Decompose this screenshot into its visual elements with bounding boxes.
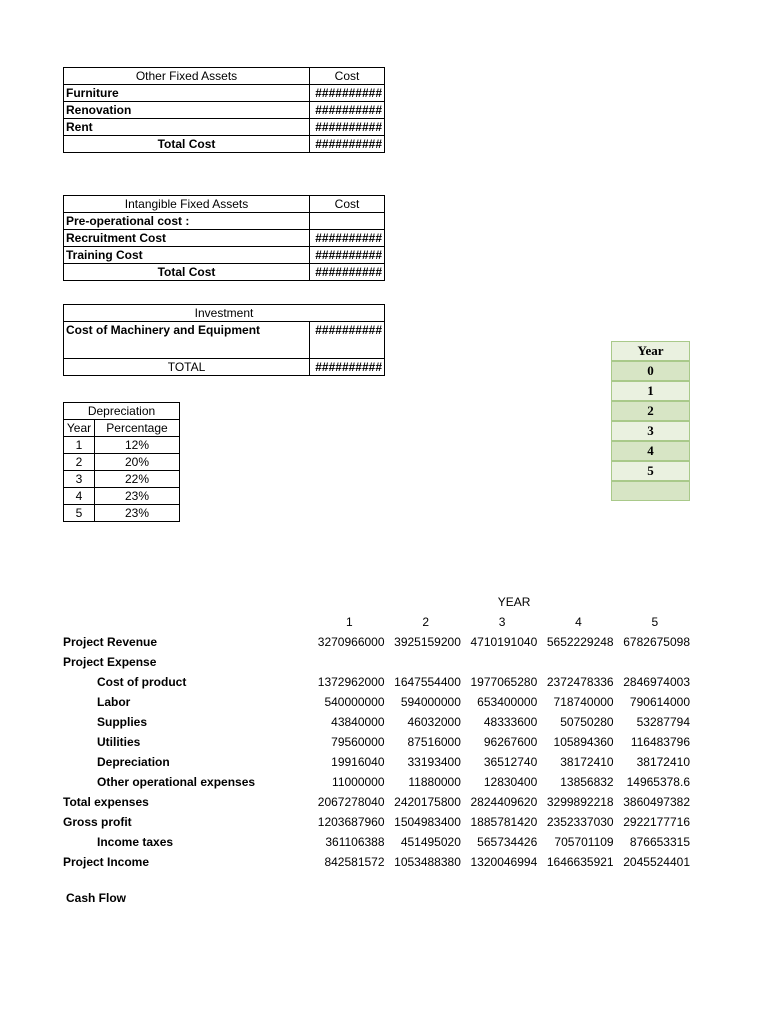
- year-cell: 5: [611, 461, 690, 481]
- intangible-assets-cost-header: Cost: [310, 196, 385, 213]
- year-cell: 0: [611, 361, 690, 381]
- dep-year: 1: [64, 437, 95, 454]
- income-value: 1203687960: [317, 815, 385, 829]
- income-value: 116483796: [630, 735, 690, 749]
- income-value: 79560000: [331, 735, 385, 749]
- income-value: 12830400: [483, 775, 538, 789]
- other-fixed-assets-cost-header: Cost: [310, 68, 385, 85]
- row-label: Pre-operational cost :: [64, 213, 310, 230]
- income-row-label: Income taxes: [97, 835, 174, 849]
- income-value: 11880000: [408, 775, 461, 789]
- income-value: 4710191040: [470, 635, 538, 649]
- total-label: Total Cost: [64, 136, 310, 153]
- income-value: 36512740: [483, 755, 538, 769]
- intangible-assets-header: Intangible Fixed Assets: [64, 196, 310, 213]
- income-row-label: Supplies: [97, 715, 148, 729]
- year-cell: [611, 481, 690, 501]
- total-cost: ##########: [310, 136, 385, 153]
- investment-total-label: TOTAL: [64, 359, 310, 376]
- cash-flow-label: Cash Flow: [66, 891, 127, 905]
- income-value: 1372962000: [317, 675, 385, 689]
- investment-header: Investment: [64, 305, 385, 322]
- income-value: [464, 652, 540, 672]
- depreciation-year-header: Year: [64, 420, 95, 437]
- other-fixed-assets-table: [63, 67, 385, 153]
- row-cost: ##########: [310, 102, 385, 119]
- income-value: [388, 652, 464, 672]
- income-value: 1053488380: [394, 855, 461, 869]
- other-fixed-assets-header: Other Fixed Assets: [64, 68, 310, 85]
- income-row-label: Other operational expenses: [97, 775, 256, 789]
- income-value: 1320046994: [470, 855, 538, 869]
- total-cost: ##########: [310, 264, 385, 281]
- income-value: 1977065280: [470, 675, 538, 689]
- dep-pct: 23%: [95, 505, 180, 522]
- year-cell: 4: [611, 441, 690, 461]
- row-label: Renovation: [64, 102, 310, 119]
- income-value: 790614000: [629, 695, 690, 709]
- year-table: [611, 341, 690, 501]
- income-statement-table: [63, 592, 693, 872]
- year-header: YEAR: [497, 595, 531, 609]
- dep-pct: 12%: [95, 437, 180, 454]
- row-label: Rent: [64, 119, 310, 136]
- depreciation-table: [63, 402, 180, 522]
- year-col: 2: [422, 615, 430, 629]
- year-cell: 1: [611, 381, 690, 401]
- income-row: [63, 772, 693, 792]
- income-value: 43840000: [331, 715, 385, 729]
- income-row: [63, 672, 693, 692]
- income-value: 2846974003: [623, 675, 690, 689]
- income-value: 1504983400: [394, 815, 461, 829]
- income-value: 1885781420: [470, 815, 538, 829]
- income-value: 2372478336: [546, 675, 614, 689]
- income-row: [63, 832, 693, 852]
- dep-pct: 22%: [95, 471, 180, 488]
- income-value: 2420175800: [394, 795, 461, 809]
- income-value: 451495020: [400, 835, 461, 849]
- year-col: 5: [651, 615, 659, 629]
- depreciation-title: Depreciation: [64, 403, 180, 420]
- dep-pct: 23%: [95, 488, 180, 505]
- income-value: 14965378.6: [626, 775, 690, 789]
- row-cost: [310, 213, 385, 230]
- dep-year: 4: [64, 488, 95, 505]
- income-row-label: Depreciation: [97, 755, 170, 769]
- income-value: 594000000: [400, 695, 461, 709]
- income-value: [617, 652, 693, 672]
- year-table-header: Year: [611, 341, 690, 361]
- income-value: 540000000: [324, 695, 385, 709]
- income-value: 3925159200: [394, 635, 461, 649]
- machinery-cost: ##########: [310, 322, 385, 359]
- income-value: 6782675098: [623, 635, 690, 649]
- income-value: 48333600: [483, 715, 538, 729]
- income-row: [63, 812, 693, 832]
- income-value: 11000000: [332, 775, 385, 789]
- income-value: 1647554400: [394, 675, 461, 689]
- income-value: 50750280: [560, 715, 614, 729]
- income-value: 105894360: [553, 735, 614, 749]
- income-value: 361106388: [325, 835, 385, 849]
- dep-year: 3: [64, 471, 95, 488]
- income-value: 565734426: [477, 835, 538, 849]
- income-row-label: Utilities: [97, 735, 141, 749]
- income-value: 2352337030: [546, 815, 614, 829]
- income-value: 19916040: [331, 755, 385, 769]
- row-label: Furniture: [64, 85, 310, 102]
- income-value: 38172410: [636, 755, 690, 769]
- income-value: 53287794: [636, 715, 690, 729]
- income-value: 876653315: [629, 835, 690, 849]
- income-row: [63, 632, 693, 652]
- income-value: 653400000: [477, 695, 538, 709]
- dep-pct: 20%: [95, 454, 180, 471]
- row-cost: ##########: [310, 85, 385, 102]
- income-value: 38172410: [560, 755, 614, 769]
- dep-year: 5: [64, 505, 95, 522]
- income-value: 3860497382: [623, 795, 690, 809]
- income-value: [311, 652, 387, 672]
- income-value: 2922177716: [623, 815, 690, 829]
- income-statement: [63, 592, 693, 872]
- depreciation-pct-header: Percentage: [95, 420, 180, 437]
- machinery-label: Cost of Machinery and Equipment: [64, 322, 310, 359]
- income-value: 87516000: [407, 735, 461, 749]
- row-cost: ##########: [310, 230, 385, 247]
- income-value: 2045524401: [623, 855, 690, 869]
- income-row-label: Project Expense: [63, 655, 157, 669]
- investment-table: [63, 304, 385, 376]
- income-row-label: Cost of product: [97, 675, 187, 689]
- row-label: Training Cost: [64, 247, 310, 264]
- investment-total-cost: ##########: [310, 359, 385, 376]
- income-row-label: Project Revenue: [63, 635, 158, 649]
- income-value: 3299892218: [546, 795, 614, 809]
- income-value: 705701109: [554, 835, 614, 849]
- income-value: 2824409620: [470, 795, 538, 809]
- row-cost: ##########: [310, 247, 385, 264]
- income-value: 5652229248: [546, 635, 614, 649]
- income-value: 718740000: [553, 695, 614, 709]
- income-row: [63, 792, 693, 812]
- income-value: [540, 652, 616, 672]
- row-label: Recruitment Cost: [64, 230, 310, 247]
- income-row: [63, 712, 693, 732]
- income-value: 3270966000: [317, 635, 385, 649]
- income-row: [63, 752, 693, 772]
- income-value: 2067278040: [317, 795, 385, 809]
- income-row: [63, 852, 693, 872]
- dep-year: 2: [64, 454, 95, 471]
- intangible-fixed-assets-table: [63, 195, 385, 281]
- income-rows: [63, 632, 693, 872]
- income-value: 33193400: [407, 755, 461, 769]
- income-value: 96267600: [483, 735, 538, 749]
- year-col: 1: [346, 615, 353, 629]
- income-value: 1646635921: [546, 855, 614, 869]
- income-value: 842581572: [324, 855, 385, 869]
- income-row-label: Gross profit: [63, 815, 132, 829]
- row-cost: ##########: [310, 119, 385, 136]
- income-row-label: Labor: [97, 695, 131, 709]
- income-row-label: Project Income: [63, 855, 150, 869]
- income-row: [63, 692, 693, 712]
- total-label: Total Cost: [64, 264, 310, 281]
- income-value: 13856832: [560, 775, 614, 789]
- year-col: 4: [575, 615, 582, 629]
- income-row-label: Total expenses: [63, 795, 149, 809]
- income-value: 46032000: [407, 715, 461, 729]
- year-cell: 2: [611, 401, 690, 421]
- year-cell: 3: [611, 421, 690, 441]
- income-row: [63, 732, 693, 752]
- income-row: [63, 652, 693, 672]
- year-col: 3: [498, 615, 506, 629]
